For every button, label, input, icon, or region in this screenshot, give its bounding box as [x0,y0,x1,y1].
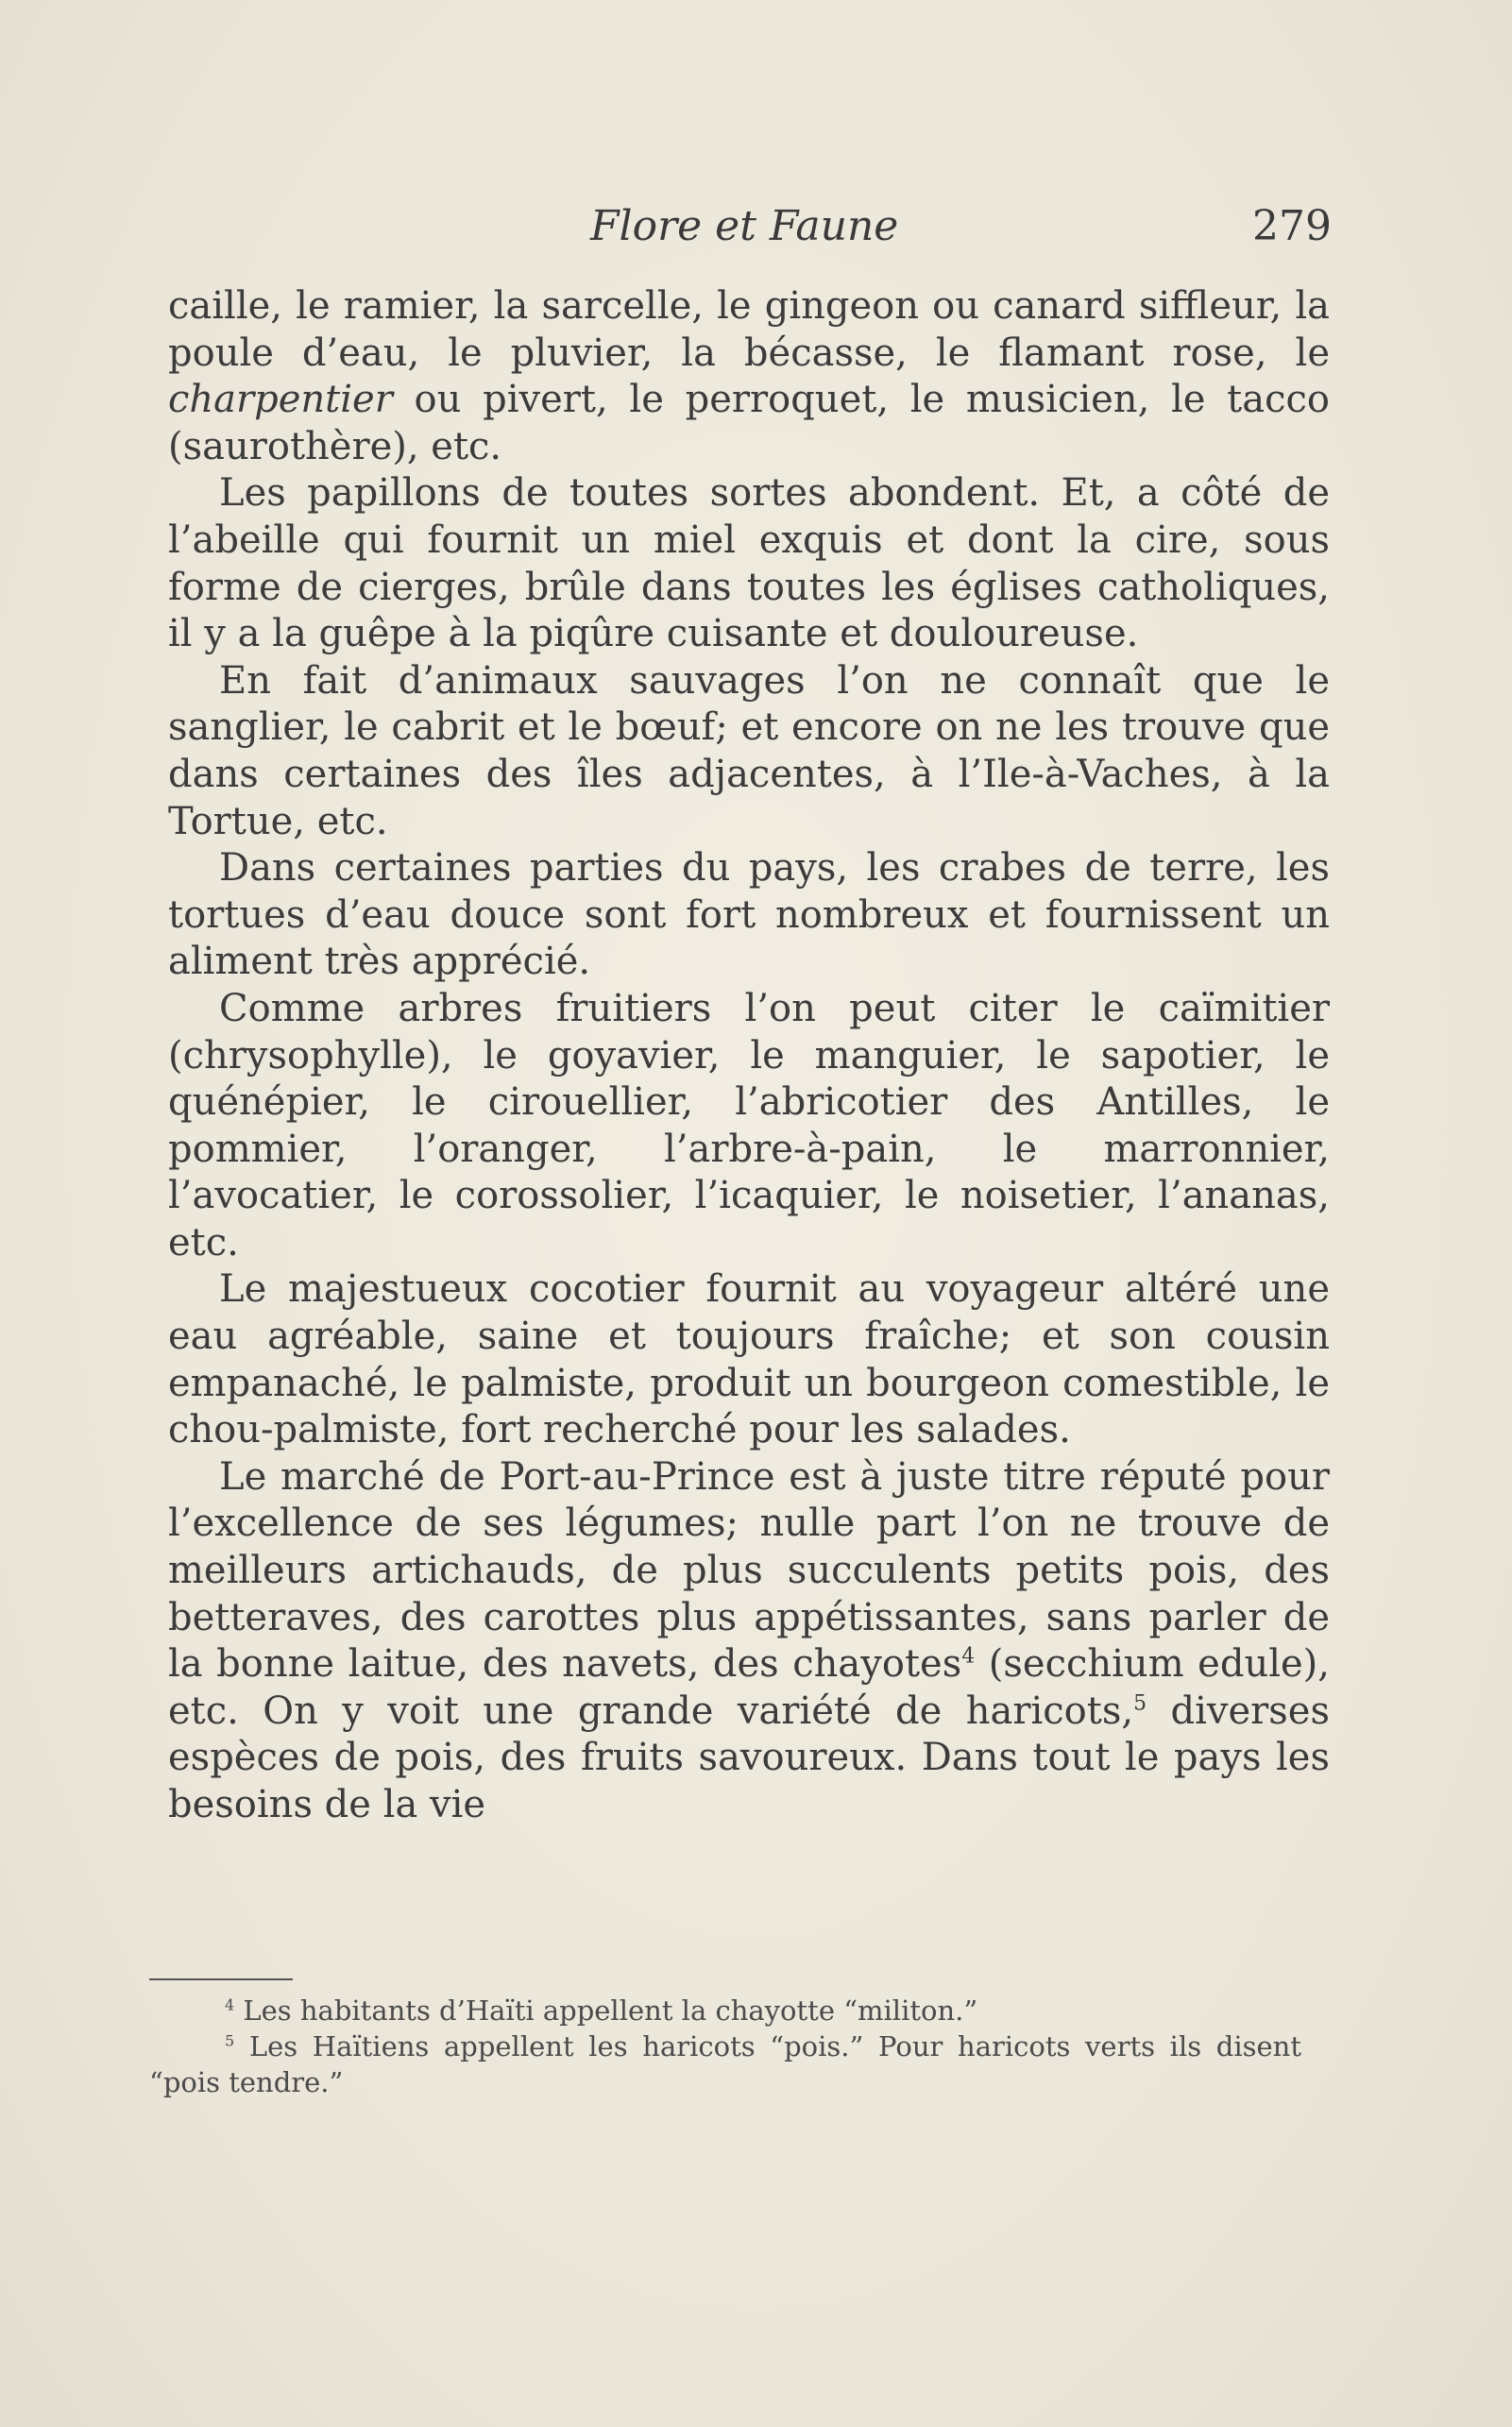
paragraph-coconut: Le majestueux cocotier fournit au voyageur altéré une eau agréable, saine et toujours fraîche; et son cousin empanaché, le palmiste, produit un bourgeon comestible, le chou-palmiste, fort recherché pour les salades. [168,1267,1330,1452]
footnote-marker: 4 [225,1995,235,2014]
footnote [149,1993,1301,2028]
page-number: 279 [1252,202,1332,250]
footnote-text: Les habitants d’Haïti appellent la chayotte “militon.” [234,1994,978,2027]
paragraph-crabs: Dans certaines parties du pays, les crabes de terre, les tortues d’eau douce sont fort nombreux et fournissent un aliment très apprécié. [168,846,1330,984]
footnote-reference: 4 [961,1644,976,1669]
paragraph-birds [168,283,1330,470]
footnote-marker: 5 [225,2031,235,2050]
page-header [161,202,1332,259]
italic-term: charpentier [168,378,393,422]
body-text [168,283,1330,1829]
footnote-reference: 5 [1133,1691,1147,1716]
paragraph-text: caille, le ramier, la sarcelle, le gingeon ou canard siffleur, la poule d’eau, le pluvier, la bécasse, le flamant rose, le [168,284,1330,375]
footnote [149,2028,1301,2100]
running-title: Flore et Faune [590,202,899,250]
footnote-divider [149,1978,293,1980]
footnotes [149,1993,1301,2100]
paragraph-text: diverses espèces de pois, des fruits savoureux. Dans tout le pays les besoins de la vie [168,1689,1331,1826]
paragraph-market [168,1454,1330,1829]
paragraph-wild-animals: En fait d’animaux sauvages l’on ne connaît que le sanglier, le cabrit et le bœuf; et encore on ne les trouve que dans certaines des îles adjacentes, à l’Ile-à-Vaches, à la Tortue, etc. [168,658,1330,843]
paragraph-insects: Les papillons de toutes sortes abondent. Et, a côté de l’abeille qui fournit un miel exquis et dont la cire, sous forme de cierges, brûle dans toutes les églises catholiques, il y a la guêpe à la piqûre cuisante et douloureuse. [168,471,1330,656]
footnote-text: Les Haïtiens appellent les haricots “pois.” Pour haricots verts ils disent “pois tendre.” [149,2030,1301,2098]
paragraph-text: (secchium edule), etc. On y voit une grande variété de haricots, [168,1642,1330,1733]
paragraph-text: Le marché de Port-au-Prince est à juste titre réputé pour l’excellence de ses légumes; nulle part l’on ne trouve de meilleurs artichauds, de plus succulents petits pois, des betteraves, des carottes plus appétissantes, sans parler de la bonne laitue, des navets, des chayotes [168,1454,1330,1687]
paragraph-fruit-trees: Comme arbres fruitiers l’on peut citer le caïmitier (chrysophylle), le goyavier, le manguier, le sapotier, le quénépier, le cirouellier, l’abricotier des Antilles, le pommier, l’oranger, l’arbre-à-pain, le marronnier, l’avocatier, le corossolier, l’icaquier, le noisetier, l’ananas, etc. [168,986,1330,1264]
paragraph-text: ou pivert, le perroquet, le musicien, le tacco (saurothère), etc. [168,378,1330,468]
